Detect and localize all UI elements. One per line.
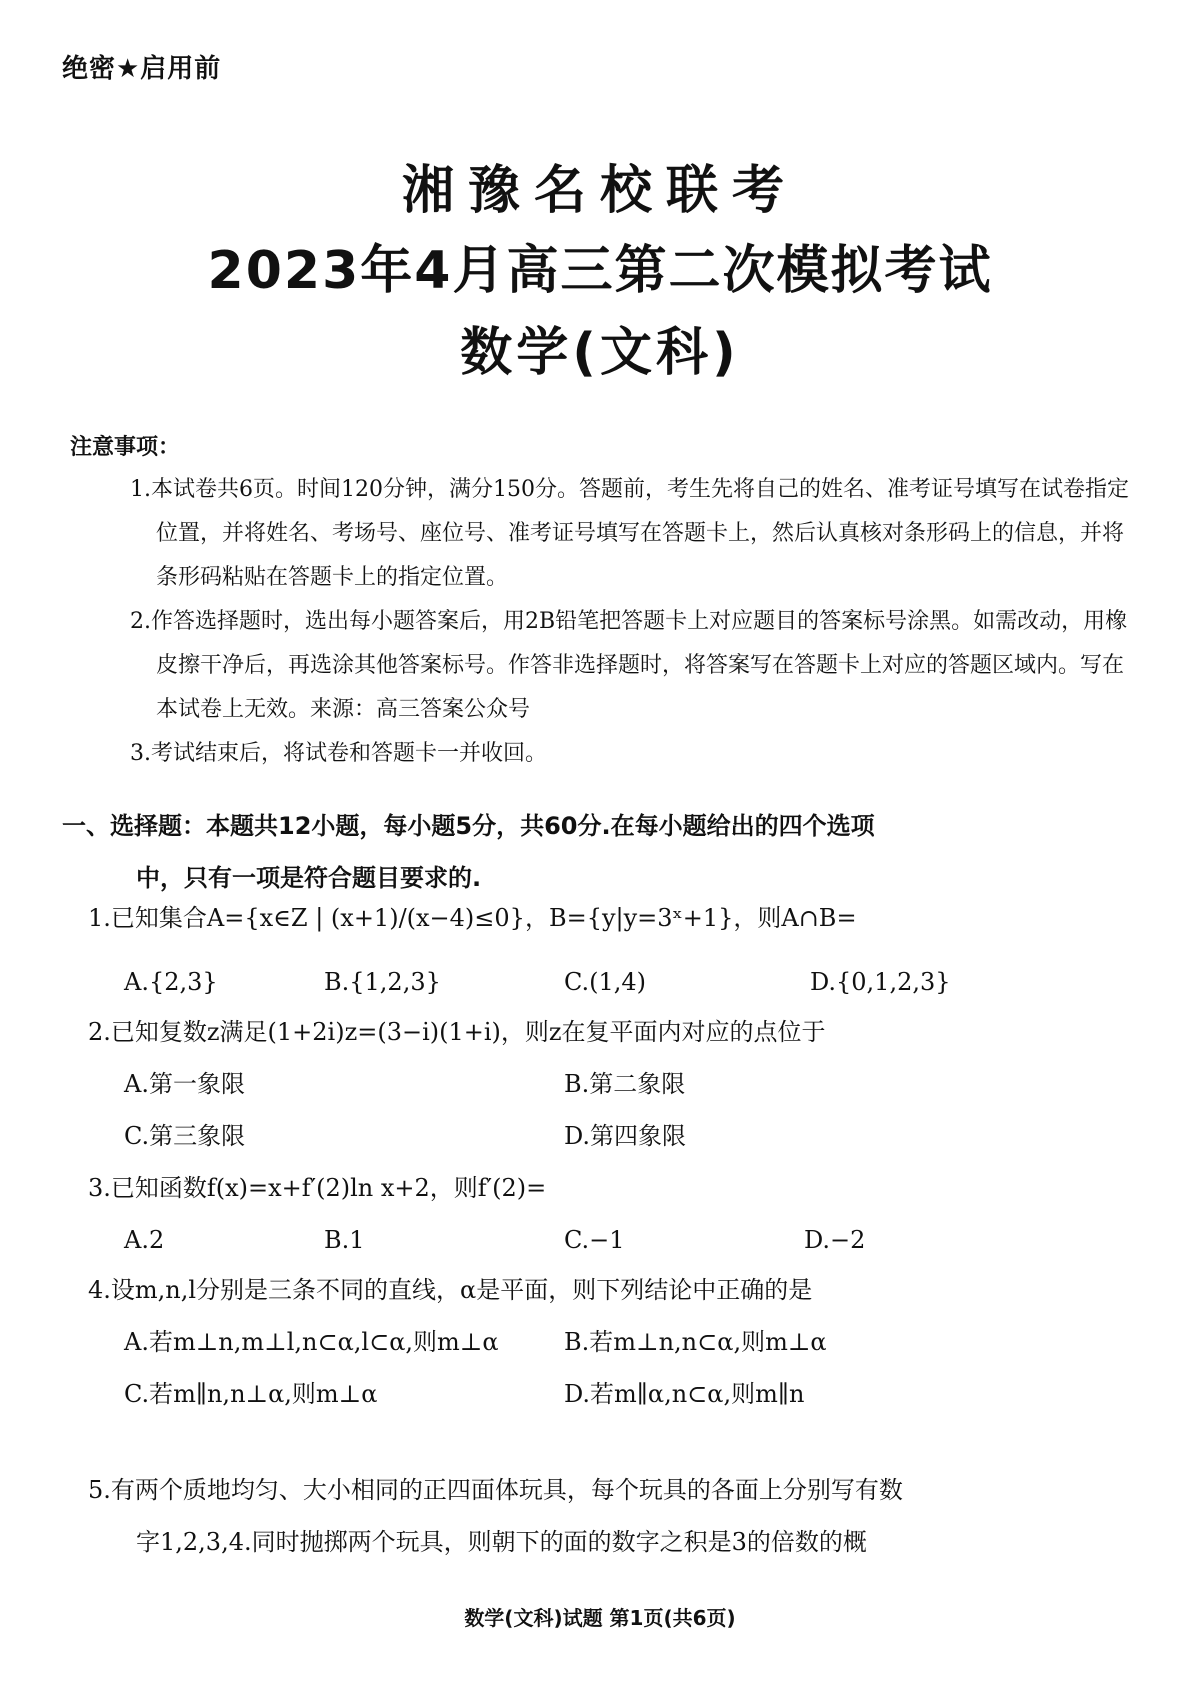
question-1-option-c: C.(1,4): [564, 968, 647, 996]
question-3-option-c: C.−1: [564, 1226, 625, 1254]
question-3-option-a: A.2: [124, 1226, 165, 1254]
question-3-option-b: B.1: [324, 1226, 365, 1254]
question-5-stem: [88, 1464, 1148, 1568]
notice-item-3: 3.考试结束后，将试卷和答题卡一并收回。: [130, 741, 547, 766]
question-1-option-a: A.{2,3}: [124, 968, 218, 996]
exam-subject-title: 数学(文科): [460, 323, 740, 383]
question-1-option-b: B.{1,2,3}: [324, 968, 441, 996]
secret-label: 绝密★启用前: [62, 54, 222, 84]
question-3-option-d: D.−2: [804, 1226, 866, 1254]
section-heading: [62, 800, 1147, 904]
question-4-option-c: C.若m∥n,n⊥α,则m⊥α: [124, 1380, 378, 1408]
page-footer: 数学(文科)试题 第1页(共6页): [464, 1606, 736, 1630]
question-5-stem-line2: 字1,2,3,4.同时抛掷两个玩具，则朝下的面的数字之积是3的倍数的概: [136, 1528, 867, 1556]
question-2-option-d: D.第四象限: [564, 1122, 687, 1150]
question-4-options-row2: [124, 1374, 1124, 1414]
question-1-option-d: D.{0,1,2,3}: [810, 968, 951, 996]
notice-heading: 注意事项：: [70, 435, 181, 460]
question-2-options-row2: [124, 1116, 1124, 1156]
question-1-stem: 1.已知集合A={x∈Z | (x+1)/(x−4)≤0}，B={y|y=3ˣ+1}，则A∩B=: [88, 904, 857, 932]
question-4-option-b: B.若m⊥n,n⊂α,则m⊥α: [564, 1328, 827, 1356]
section-heading-line2: 中，只有一项是符合题目要求的.: [136, 864, 482, 892]
question-4-option-d: D.若m∥α,n⊂α,则m∥n: [564, 1380, 805, 1408]
question-3-stem: 3.已知函数f(x)=x+f′(2)ln x+2，则f′(2)=: [88, 1174, 547, 1202]
question-2-option-c: C.第三象限: [124, 1122, 246, 1150]
question-2-option-b: B.第二象限: [564, 1070, 686, 1098]
question-1-options: [124, 962, 1124, 1002]
question-5-stem-line1: 5.有两个质地均匀、大小相同的正四面体玩具，每个玩具的各面上分别写有数: [88, 1476, 903, 1504]
question-2-option-a: A.第一象限: [124, 1070, 245, 1098]
notice-item-2: 2.作答选择题时，选出每小题答案后，用2B铅笔把答题卡上对应题目的答案标号涂黑。如需改动，用橡皮擦干净后，再选涂其他答案标号。作答非选择题时，将答案写在答题卡上对应的答题区域内。写在本试卷上无效。来源：高三答案公众号: [130, 609, 1128, 722]
question-4-options-row1: [124, 1322, 1124, 1362]
notice-item-1: 1.本试卷共6页。时间120分钟，满分150分。答题前，考生先将自己的姓名、准考证号填写在试卷指定位置，并将姓名、考场号、座位号、准考证号填写在答题卡上，然后认真核对条形码上的信息，并将条形码粘贴在答题卡上的指定位置。: [130, 477, 1129, 590]
question-3-options: [124, 1220, 1124, 1260]
exam-title-line1: 湘豫名校联考: [401, 161, 798, 221]
question-4-option-a: A.若m⊥n,m⊥l,n⊂α,l⊂α,则m⊥α: [124, 1328, 499, 1356]
question-2-options-row1: [124, 1064, 1124, 1104]
exam-title-line2: 2023年4月高三第二次模拟考试: [207, 241, 993, 301]
section-heading-line1: 一、选择题：本题共12小题，每小题5分，共60分.在每小题给出的四个选项: [62, 812, 875, 840]
question-4-stem: 4.设m,n,l分别是三条不同的直线，α是平面，则下列结论中正确的是: [88, 1276, 813, 1304]
question-2-stem: 2.已知复数z满足(1+2i)z=(3−i)(1+i)，则z在复平面内对应的点位于: [88, 1018, 826, 1046]
